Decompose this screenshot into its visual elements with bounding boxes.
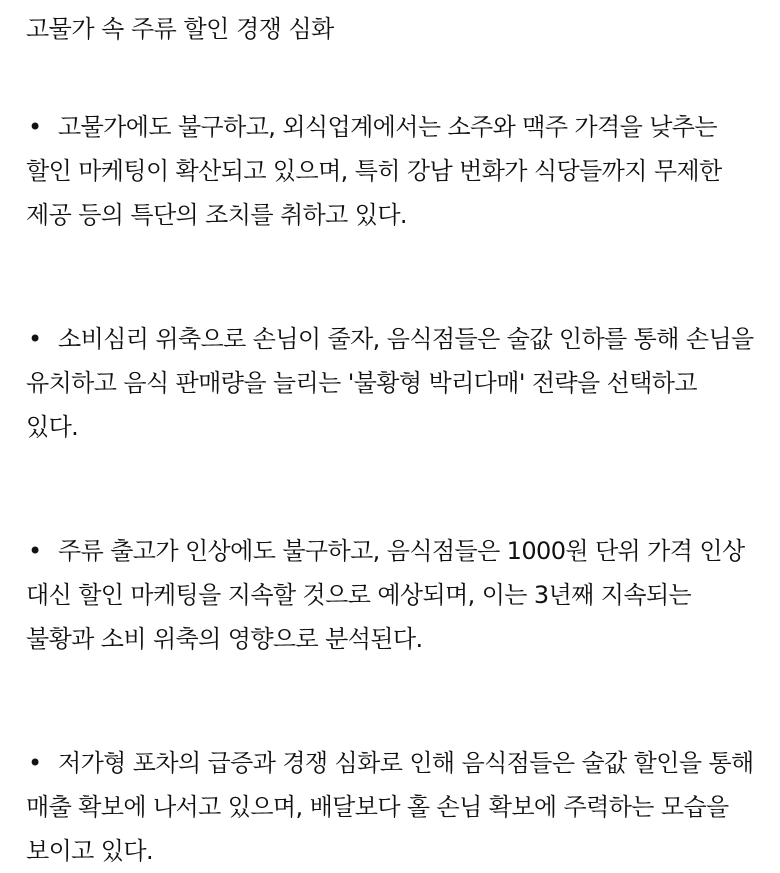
- bullet-marker: •: [28, 537, 42, 565]
- bullet-text: 저가형 포차의 급증과 경쟁 심화로 인해 음식점들은 술값 할인을 통해 매출 확보에 나서고 있으며, 배달보다 홀 손님 확보에 주력하는 모습을 보이고 있다.: [26, 749, 754, 865]
- bullet-marker: •: [28, 749, 42, 777]
- bullet-text: 주류 출고가 인상에도 불구하고, 음식점들은 1000원 단위 가격 인상 대신 할인 마케팅을 지속할 것으로 예상되며, 이는 3년째 지속되는 불황과 소비 위축의 영향으로 분석된다.: [26, 537, 745, 653]
- bullet-marker: •: [28, 325, 42, 353]
- bullet-text: 소비심리 위축으로 손님이 줄자, 음식점들은 술값 인하를 통해 손님을 유치하고 음식 판매량을 늘리는 '불황형 박리다매' 전략을 선택하고 있다.: [26, 325, 754, 441]
- bullet-text: 고물가에도 불구하고, 외식업계에서는 소주와 맥주 가격을 낮추는 할인 마케팅이 확산되고 있으며, 특히 강남 번화가 식당들까지 무제한 제공 등의 특단의 조치를 취하고 있다.: [26, 113, 722, 229]
- bullet-list: [26, 105, 754, 873]
- bullet-item: [26, 317, 754, 449]
- bullet-item: [26, 741, 754, 873]
- document-title: 고물가 속 주류 할인 경쟁 심화: [26, 15, 334, 43]
- bullet-item: [26, 105, 754, 237]
- bullet-marker: •: [28, 113, 42, 141]
- bullet-item: [26, 529, 754, 661]
